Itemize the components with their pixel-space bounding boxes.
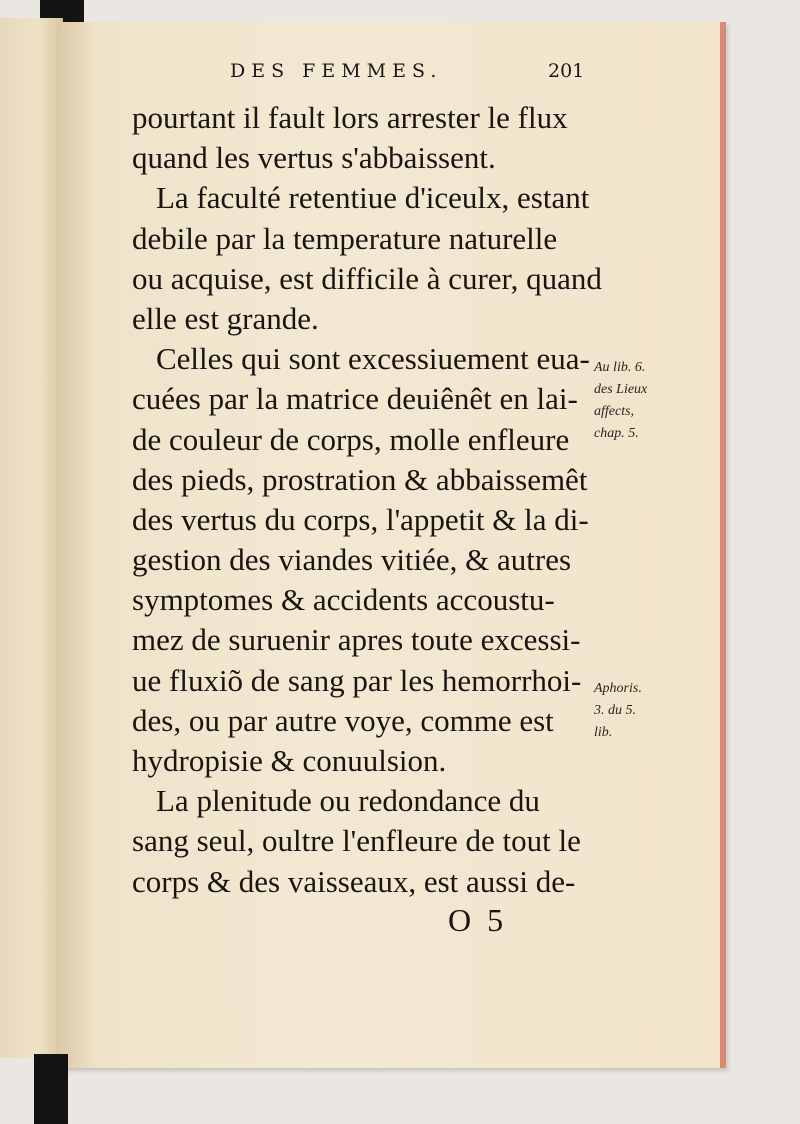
- marginal-note-line: affects,: [594, 404, 635, 419]
- text-line: des pieds, prostration & abbaissemêt: [132, 461, 588, 497]
- bookmark-ribbon-bottom: [34, 1054, 68, 1124]
- text-line: gestion des viandes vitiée, & autres: [132, 542, 572, 578]
- text-line: mez de suruenir apres toute excessi-: [132, 622, 581, 658]
- text-line: des, ou par autre voye, comme est: [132, 702, 554, 738]
- text-line: ou acquise, est difficile à curer, quand: [132, 260, 602, 296]
- text-line: hydropisie & conuulsion.: [132, 743, 447, 778]
- text-line: ue fluxiõ de sang par les hemorrhoi-: [132, 662, 582, 698]
- text-line: quand les vertus s'abbaissent.: [132, 140, 496, 176]
- marginal-note-line: chap. 5.: [594, 426, 639, 441]
- page-header: [58, 60, 720, 90]
- marginal-note: [594, 678, 642, 744]
- marginal-note-line: des Lieux: [594, 382, 648, 397]
- marginal-note-line: lib.: [594, 725, 613, 740]
- text-line: des vertus du corps, l'appetit & la di-: [132, 501, 589, 537]
- signature-mark: O 5: [448, 902, 508, 938]
- page-number: 201: [548, 60, 585, 82]
- text-line: sang seul, oultre l'enfleure de tout le: [132, 823, 581, 859]
- running-head: DES FEMMES.: [230, 60, 443, 82]
- marginal-note-line: 3. du 5.: [594, 703, 636, 718]
- body-text: [132, 98, 612, 902]
- text-line: La plenitude ou redondance du: [156, 783, 540, 819]
- text-line: elle est grande.: [132, 300, 319, 336]
- left-page-edge: [0, 18, 63, 1058]
- marginal-note: [594, 357, 647, 445]
- text-line: La faculté retentiue d'iceulx, estant: [156, 180, 590, 216]
- text-line: Celles qui sont excessiuement eua-: [156, 341, 590, 377]
- text-line: symptomes & accidents accoustu-: [132, 582, 555, 618]
- text-line: corps & des vaisseaux, est aussi de-: [132, 863, 576, 899]
- text-line: de couleur de corps, molle enfleure: [132, 421, 570, 457]
- text-line: cuées par la matrice deuiênêt en lai-: [132, 381, 578, 417]
- text-line: debile par la temperature naturelle: [132, 220, 558, 256]
- marginal-note-line: Aphoris.: [594, 681, 642, 696]
- book-page: [58, 22, 726, 1068]
- text-line: pourtant il fault lors arrester le flux: [132, 100, 568, 135]
- marginal-note-line: Au lib. 6.: [594, 360, 646, 375]
